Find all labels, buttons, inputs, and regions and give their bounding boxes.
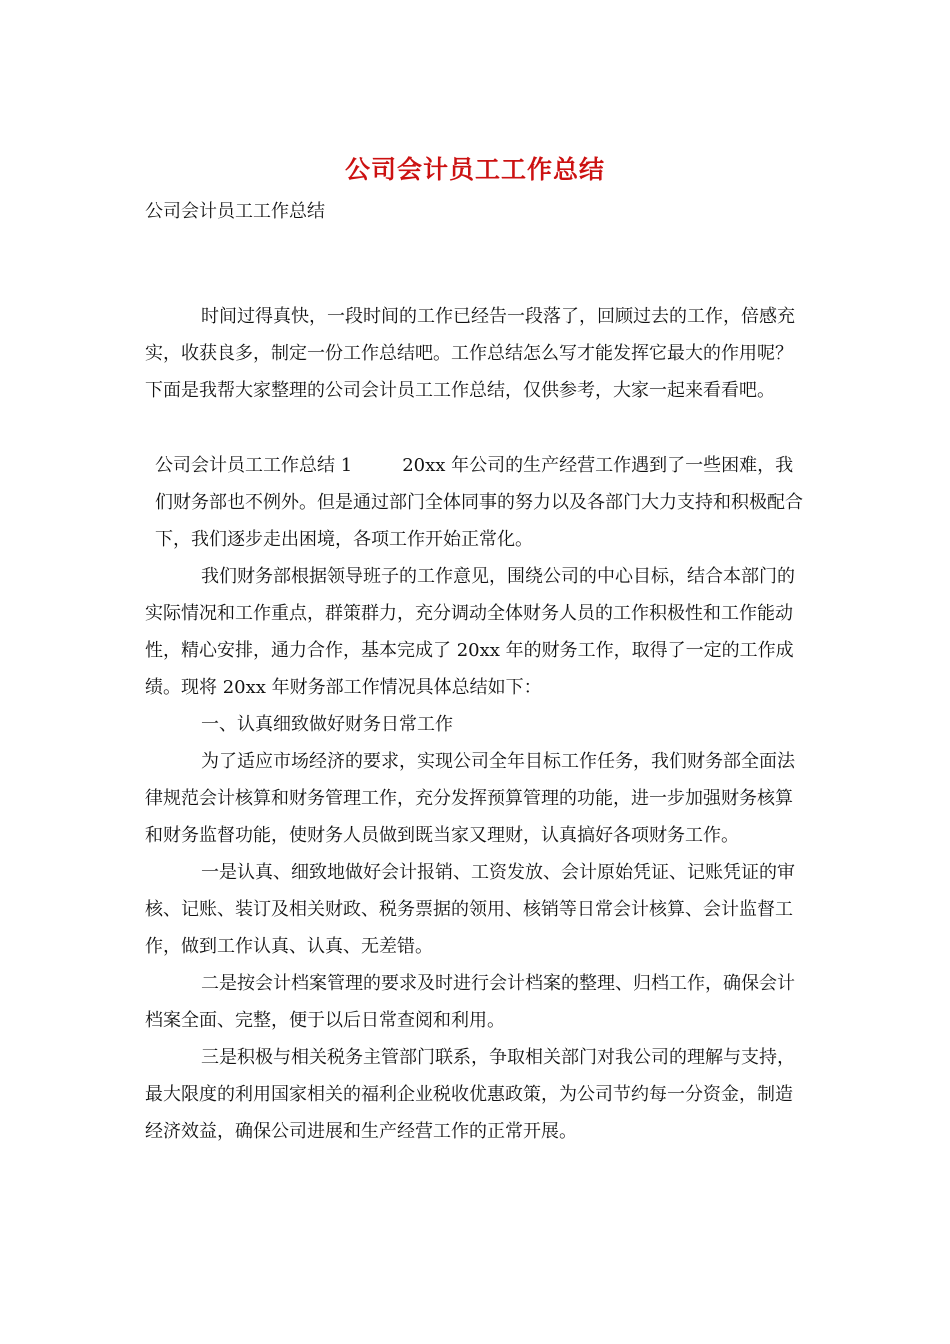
document-body (145, 298, 805, 1150)
section-1-paragraph (145, 447, 805, 558)
paragraph-3: 为了适应市场经济的要求，实现公司全年目标工作任务，我们财务部全面法律规范会计核算和财务管理工作，充分发挥预算管理的功能，进一步加强财务核算和财务监督功能，使财务人员做到既当家又理财，认真搞好各项财务工作。 (145, 751, 795, 846)
paragraph-4: 一是认真、细致地做好会计报销、工资发放、会计原始凭证、记账凭证的审核、记账、装订及相关财政、税务票据的领用、核销等日常会计核算、会计监督工作，做到工作认真、认真、无差错。 (145, 862, 795, 957)
paragraph-2: 我们财务部根据领导班子的工作意见，围绕公司的中心目标，结合本部门的实际情况和工作重点，群策群力，充分调动全体财务人员的工作积极性和工作能动性，精心安排，通力合作，基本完成了 20xx 年的财务工作，取得了一定的工作成绩。现将 20xx 年财务部工作情况具体总结如下： (145, 566, 795, 698)
document-subtitle: 公司会计员工工作总结 (145, 201, 325, 222)
section-1-label: 公司会计员工工作总结 1 (155, 455, 353, 476)
section-1-text: 20xx 年公司的生产经营工作遇到了一些困难，我们财务部也不例外。但是通过部门全体同事的努力以及各部门大力支持和积极配合下，我们逐步走出困境，各项工作开始正常化。 (155, 455, 803, 550)
heading-1: 一、认真细致做好财务日常工作 (201, 714, 453, 735)
intro-paragraph: 时间过得真快，一段时间的工作已经告一段落了，回顾过去的工作，倍感充实，收获良多，制定一份工作总结吧。工作总结怎么写才能发挥它最大的作用呢？下面是我帮大家整理的公司会计员工工作总结，仅供参考，大家一起来看看吧。 (145, 306, 795, 401)
paragraph-5: 二是按会计档案管理的要求及时进行会计档案的整理、归档工作，确保会计档案全面、完整，便于以后日常查阅和利用。 (145, 973, 795, 1031)
paragraph-6: 三是积极与相关税务主管部门联系，争取相关部门对我公司的理解与支持，最大限度的利用国家相关的福利企业税收优惠政策，为公司节约每一分资金，制造经济效益，确保公司进展和生产经营工作的正常开展。 (145, 1047, 795, 1142)
document-title: 公司会计员工工作总结 (344, 155, 605, 184)
